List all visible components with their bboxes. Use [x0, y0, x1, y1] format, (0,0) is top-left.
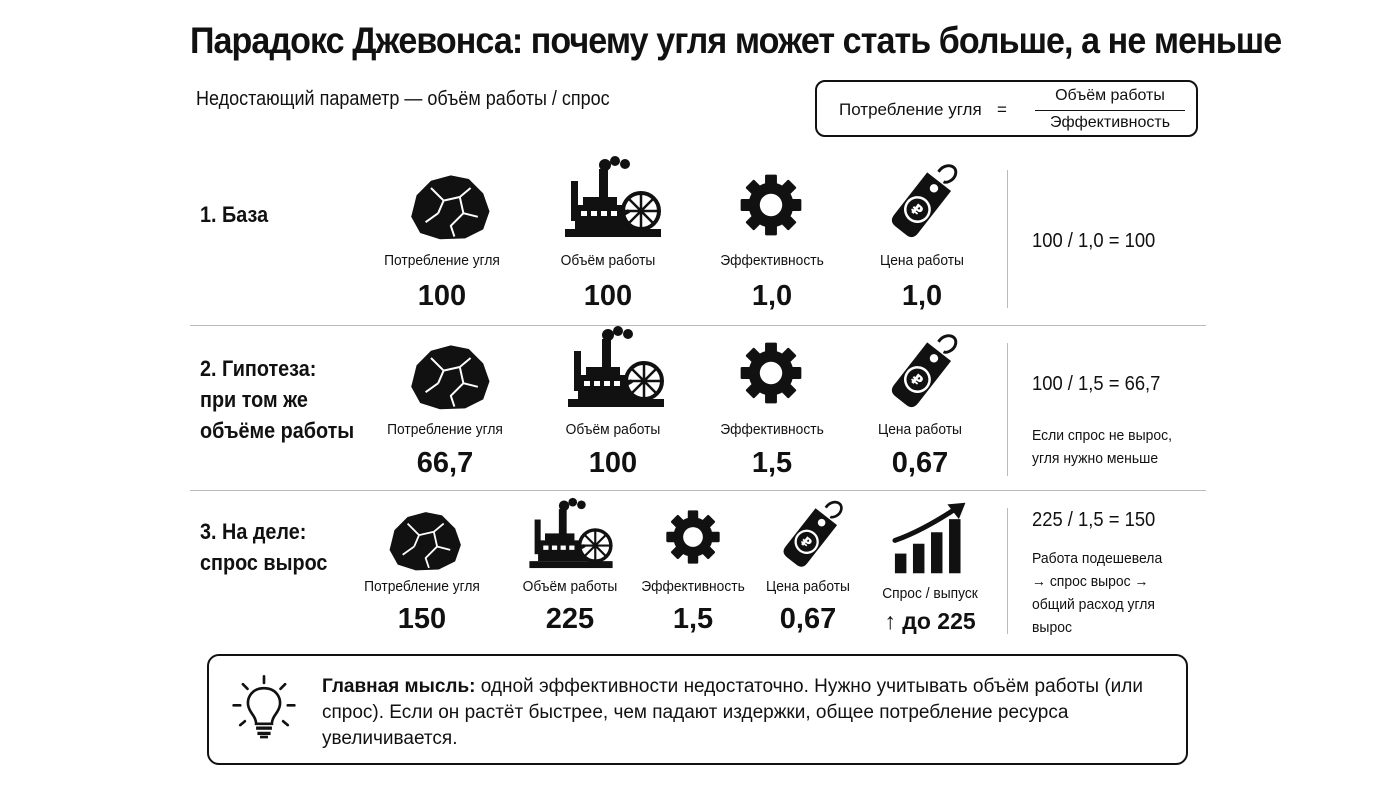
item-label: Эффективность: [641, 578, 745, 595]
factory-icon: [566, 325, 666, 415]
item-value: 1,5: [751, 447, 793, 479]
item-value: 150: [397, 603, 447, 635]
growth-chart-icon: [890, 500, 972, 576]
coal-icon: [404, 170, 494, 242]
calc-result: 225 / 1,5 = 150: [1032, 509, 1156, 531]
item-value: ↑ до 225: [884, 608, 976, 634]
formula-numerator: Объём работы: [1055, 87, 1165, 104]
row-title-line: 3. На деле:: [200, 519, 307, 544]
page-title: Парадокс Джевонса: почему угля может стать больше, а не меньше: [190, 20, 1282, 61]
row-title-line: 1. База: [200, 202, 269, 227]
formula-left: Потребление угля: [839, 100, 982, 119]
item-label: Объём работы: [560, 252, 656, 269]
column-divider: [1007, 508, 1008, 634]
item-value: 100: [417, 280, 467, 312]
row-title-line: спрос вырос: [200, 550, 328, 575]
main-idea-label: Главная мысль:: [322, 676, 476, 697]
note-line: общий расход угля: [1032, 596, 1155, 613]
coal-icon: [383, 507, 465, 573]
column-divider: [1007, 343, 1008, 476]
item-label: Цена работы: [878, 421, 962, 438]
item-value: 225: [545, 603, 595, 635]
item-label: Потребление угля: [384, 252, 500, 269]
row-divider: [190, 325, 1206, 326]
gear-icon: [738, 340, 804, 406]
calc-note: [1032, 424, 1172, 470]
item-label: Объём работы: [522, 578, 618, 595]
calc-note: [1032, 547, 1162, 639]
item-label: Спрос / выпуск: [882, 585, 978, 602]
item-value: 0,67: [779, 603, 837, 635]
main-idea-text: [322, 674, 1162, 752]
item-value: 100: [588, 447, 638, 479]
price-tag-icon: [878, 330, 962, 414]
note-line: вырос: [1032, 619, 1072, 636]
row-divider: [190, 490, 1206, 491]
formula-denominator: Эффективность: [1049, 114, 1171, 131]
gear-icon: [738, 172, 804, 238]
item-value: 1,0: [901, 280, 943, 312]
row-title-line: 2. Гипотеза:: [200, 356, 317, 381]
fraction-line: [1035, 110, 1185, 111]
item-label: Потребление угля: [364, 578, 480, 595]
note-line: угля нужно меньше: [1032, 450, 1159, 467]
note-line: → спрос вырос →: [1032, 573, 1149, 590]
price-tag-icon: [771, 497, 847, 573]
item-value: 1,5: [672, 603, 714, 635]
row-title: [200, 516, 327, 578]
row-title: [200, 353, 354, 446]
item-label: Цена работы: [880, 252, 964, 269]
row-title: [200, 199, 268, 230]
coal-icon: [404, 340, 494, 412]
item-label: Потребление угля: [387, 421, 503, 438]
item-label: Объём работы: [565, 421, 661, 438]
row-title-line: объёме работы: [200, 418, 355, 443]
column-divider: [1007, 170, 1008, 308]
row-title-line: при том же: [200, 387, 308, 412]
item-value: 100: [583, 280, 633, 312]
item-value: 1,0: [751, 280, 793, 312]
item-value: 0,67: [891, 447, 949, 479]
calc-result: 100 / 1,5 = 66,7: [1032, 373, 1161, 395]
main-idea-box: [207, 654, 1188, 765]
main-idea-body: одной эффективности недостаточно. Нужно учитывать объём работы (или спрос). Если он растёт быстрее, чем падают издержки, общее потребление ресурса увеличивается.: [322, 676, 1143, 749]
factory-icon: [563, 155, 663, 245]
item-label: Цена работы: [766, 578, 850, 595]
gear-icon: [664, 508, 722, 566]
note-line: Работа подешевела: [1032, 550, 1163, 567]
page-subtitle: Недостающий параметр — объём работы / спрос: [196, 88, 610, 110]
factory-icon: [527, 497, 615, 575]
formula-box: [815, 80, 1198, 137]
item-label: Эффективность: [720, 252, 824, 269]
calc-result: 100 / 1,0 = 100: [1032, 230, 1156, 252]
item-label: Эффективность: [720, 421, 824, 438]
note-line: Если спрос не вырос,: [1032, 427, 1172, 444]
item-value: 66,7: [416, 447, 474, 479]
lightbulb-icon: [231, 668, 297, 748]
formula-equals: =: [997, 100, 1007, 119]
price-tag-icon: [878, 160, 962, 244]
